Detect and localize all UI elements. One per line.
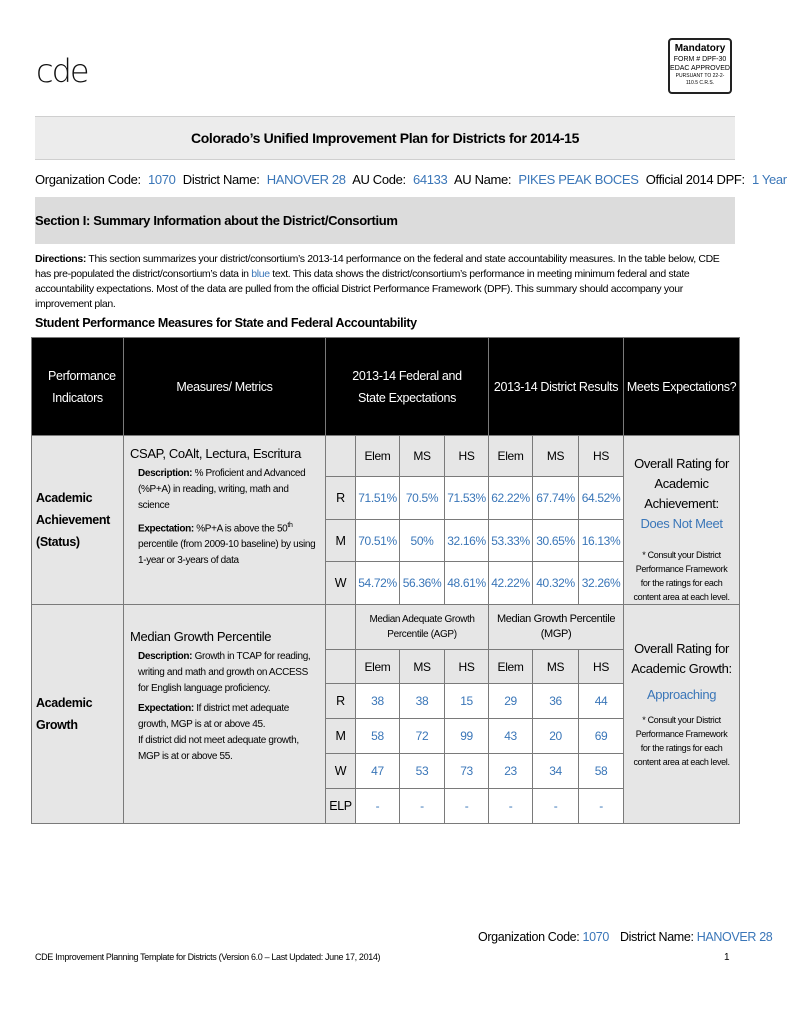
level-header: MS bbox=[400, 436, 445, 477]
document-title: Colorado’s Unified Improvement Plan for Districts for 2014-15 bbox=[190, 130, 580, 146]
expectation-value: 56.36% bbox=[400, 562, 445, 605]
expectation-value: 71.51% bbox=[356, 477, 400, 520]
header-expectations: 2013-14 Federal and State Expectations bbox=[326, 338, 489, 436]
expectation-value: 99 bbox=[445, 719, 489, 754]
performance-table bbox=[31, 337, 740, 824]
expectation-value: 71.53% bbox=[445, 477, 489, 520]
expectation-value: - bbox=[400, 789, 445, 824]
organization-info-line bbox=[35, 172, 791, 187]
au-code-label: AU Code: bbox=[352, 172, 406, 187]
result-value: 30.65% bbox=[533, 519, 579, 562]
level-header: Elem bbox=[489, 436, 533, 477]
result-value: 40.32% bbox=[533, 562, 579, 605]
achievement-metric-title: CSAP, CoAlt, Lectura, Escritura bbox=[130, 446, 301, 461]
org-code-value: 1070 bbox=[147, 172, 176, 187]
result-value: 69 bbox=[579, 719, 624, 754]
expectation-value: 15 bbox=[445, 684, 489, 719]
directions-label: Directions: bbox=[35, 253, 86, 265]
result-value: - bbox=[579, 789, 624, 824]
level-header: HS bbox=[579, 436, 624, 477]
directions-text: text. This data shows the district/consortium’s performance in meeting minimum federal and state accountability expectations. Most of the data are pulled from the official District Performance Framework (DPF). This summary should accompany your improvement plan. bbox=[35, 268, 690, 310]
expectation-value: 70.51% bbox=[356, 519, 400, 562]
mandatory-stamp bbox=[668, 38, 732, 94]
agp-header: Median Adequate Growth Percentile (AGP) bbox=[356, 605, 489, 650]
footer-template-note: CDE Improvement Planning Template for Districts (Version 6.0 – Last Updated: June 17, 2014) bbox=[35, 952, 381, 962]
growth-metric-cell bbox=[124, 605, 326, 824]
dpf-label: Official 2014 DPF: bbox=[645, 172, 745, 187]
page-number: 1 bbox=[724, 952, 730, 963]
org-code-label: Organization Code: bbox=[35, 172, 141, 187]
subject-label: R bbox=[326, 477, 356, 520]
section-bar bbox=[35, 197, 735, 244]
subject-label: R bbox=[326, 684, 356, 719]
description-label: Description: bbox=[138, 468, 193, 479]
result-value: 23 bbox=[489, 754, 533, 789]
expectation-value: 47 bbox=[356, 754, 400, 789]
header-measures-metrics: Measures/ Metrics bbox=[124, 338, 326, 436]
achievement-rating-cell bbox=[624, 436, 740, 605]
growth-rating-cell bbox=[624, 605, 740, 824]
directions-paragraph bbox=[35, 252, 735, 312]
subject-label: M bbox=[326, 519, 356, 562]
indicator-academic-growth: Academic Growth bbox=[32, 605, 124, 824]
stamp-line: FORM # DPF-30 bbox=[673, 56, 727, 63]
au-name-label: AU Name: bbox=[453, 172, 512, 187]
description-text: Growth in TCAP for reading, writing and math and growth on ACCESS for English language proficiency. bbox=[138, 651, 311, 694]
header-district-results: 2013-14 District Results bbox=[489, 338, 624, 436]
growth-rating-value: Approaching bbox=[646, 687, 717, 702]
level-header: Elem bbox=[356, 650, 400, 684]
level-header: HS bbox=[445, 436, 489, 477]
result-value: 44 bbox=[579, 684, 624, 719]
result-value: - bbox=[489, 789, 533, 824]
footer-org-code-value: 1070 bbox=[582, 930, 609, 944]
expectation-text: percentile (from 2009-10 baseline) by using 1-year or 3-years of data bbox=[138, 539, 316, 567]
stamp-line: PURSUANT TO 22-2-110.5 C.R.S. bbox=[675, 73, 725, 86]
table-heading: Student Performance Measures for State and Federal Accountability bbox=[35, 316, 417, 330]
footer-district-value: HANOVER 28 bbox=[696, 930, 773, 944]
expectation-value: 53 bbox=[400, 754, 445, 789]
header-performance-indicators: Performance Indicators bbox=[32, 338, 124, 436]
district-name-label: District Name: bbox=[182, 172, 260, 187]
expectation-text: If district met adequate growth, MGP is at or above 45. bbox=[138, 703, 290, 730]
achievement-rating-value: Does Not Meet bbox=[640, 516, 723, 531]
table-header-row bbox=[32, 338, 740, 436]
growth-rating-note: * Consult your District Performance Framework for the ratings for each content area at each level. bbox=[633, 715, 730, 767]
stamp-line: EDAC APPROVED bbox=[670, 65, 730, 72]
header-meets-expectations: Meets Expectations? bbox=[624, 338, 740, 436]
expectation-value: - bbox=[445, 789, 489, 824]
result-value: 34 bbox=[533, 754, 579, 789]
au-name-value: PIKES PEAK BOCES bbox=[518, 172, 639, 187]
level-header: Elem bbox=[489, 650, 533, 684]
footer-district-label: District Name: bbox=[620, 930, 694, 944]
dpf-value: 1 Year bbox=[752, 172, 787, 187]
level-header: HS bbox=[579, 650, 624, 684]
footer-district bbox=[620, 930, 772, 944]
directions-text: This section summarizes your district/consortium’s 2013-14 performance on the federal and state accountability measures. In the table below, CDE has pre-populated the district/consortium’s data in bbox=[35, 253, 720, 280]
result-value: 16.13% bbox=[579, 519, 624, 562]
expectation-value: 38 bbox=[400, 684, 445, 719]
result-value: 42.22% bbox=[489, 562, 533, 605]
result-value: - bbox=[533, 789, 579, 824]
expectation-value: 38 bbox=[356, 684, 400, 719]
achievement-level-row bbox=[32, 436, 740, 477]
expectation-text: If district did not meet adequate growth, MGP is at or above 55. bbox=[138, 735, 299, 762]
section-title: Section I: Summary Information about the District/Consortium bbox=[35, 213, 398, 228]
level-header: HS bbox=[445, 650, 489, 684]
expectation-value: 58 bbox=[356, 719, 400, 754]
subject-label: W bbox=[326, 562, 356, 605]
result-value: 43 bbox=[489, 719, 533, 754]
result-value: 67.74% bbox=[533, 477, 579, 520]
blank-cell bbox=[326, 650, 356, 684]
blank-cell bbox=[326, 605, 356, 650]
expectation-value: 50% bbox=[400, 519, 445, 562]
result-value: 53.33% bbox=[489, 519, 533, 562]
result-value: 32.26% bbox=[579, 562, 624, 605]
result-value: 20 bbox=[533, 719, 579, 754]
expectation-label: Expectation: bbox=[138, 523, 194, 535]
expectation-superscript: th bbox=[287, 522, 293, 529]
directions-blue-word: blue bbox=[251, 268, 270, 280]
growth-rating-title: Overall Rating for Academic Growth: bbox=[631, 641, 732, 676]
description-label: Description: bbox=[138, 651, 193, 662]
growth-metric-title: Median Growth Percentile bbox=[130, 629, 272, 644]
expectation-value: 73 bbox=[445, 754, 489, 789]
subject-label: M bbox=[326, 719, 356, 754]
level-header: MS bbox=[400, 650, 445, 684]
expectation-value: 48.61% bbox=[445, 562, 489, 605]
result-value: 29 bbox=[489, 684, 533, 719]
subject-label: W bbox=[326, 754, 356, 789]
subject-label: ELP bbox=[326, 789, 356, 824]
level-header: MS bbox=[533, 650, 579, 684]
description-text: % Proficient and Advanced (%P+A) in reading, writing, math and science bbox=[138, 468, 306, 511]
cde-logo: cde bbox=[36, 52, 88, 90]
result-value: 62.22% bbox=[489, 477, 533, 520]
result-value: 58 bbox=[579, 754, 624, 789]
achievement-rating-title: Overall Rating for Academic Achievement: bbox=[634, 456, 729, 511]
expectation-value: 54.72% bbox=[356, 562, 400, 605]
result-value: 36 bbox=[533, 684, 579, 719]
expectation-value: 72 bbox=[400, 719, 445, 754]
stamp-line: Mandatory bbox=[674, 43, 726, 54]
district-name-value: HANOVER 28 bbox=[266, 172, 346, 187]
footer-org-code-label: Organization Code: bbox=[478, 930, 580, 944]
level-header: Elem bbox=[356, 436, 400, 477]
growth-group-header-row bbox=[32, 605, 740, 650]
au-code-value: 64133 bbox=[413, 172, 448, 187]
achievement-metric-cell bbox=[124, 436, 326, 605]
expectation-text: %P+A is above the 50 bbox=[193, 523, 288, 535]
mgp-header: Median Growth Percentile (MGP) bbox=[489, 605, 624, 650]
expectation-label: Expectation: bbox=[138, 703, 194, 714]
expectation-value: 32.16% bbox=[445, 519, 489, 562]
expectation-value: - bbox=[356, 789, 400, 824]
blank-cell bbox=[326, 436, 356, 477]
expectation-value: 70.5% bbox=[400, 477, 445, 520]
level-header: MS bbox=[533, 436, 579, 477]
achievement-rating-note: * Consult your District Performance Framework for the ratings for each content area at each level. bbox=[633, 550, 730, 602]
footer-org-code bbox=[478, 930, 609, 944]
title-bar bbox=[35, 116, 735, 160]
indicator-academic-achievement: Academic Achievement (Status) bbox=[32, 436, 124, 605]
result-value: 64.52% bbox=[579, 477, 624, 520]
